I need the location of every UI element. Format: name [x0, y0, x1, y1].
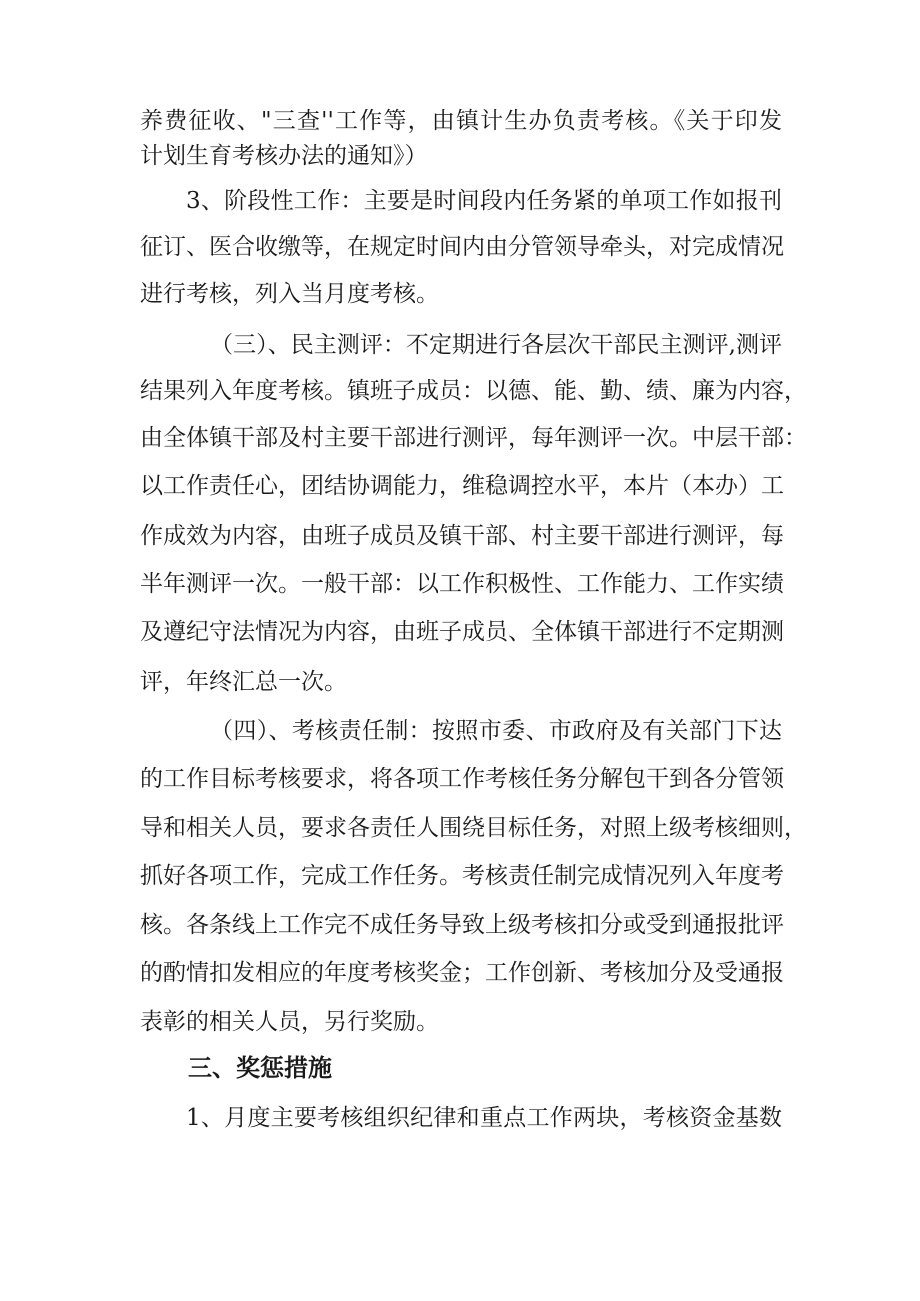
- section-3-line: 及遵纪守法情况为内容，由班子成员、全体镇干部进行不定期测: [140, 619, 784, 645]
- section-3-line: 评，年终汇总一次。: [140, 669, 347, 695]
- section-4-line: 的酌情扣发相应的年度考核奖金；工作创新、考核加分及受通报: [140, 960, 784, 986]
- section-4-line: （四）、考核责任制：按照市委、市政府及有关部门下达: [210, 718, 782, 744]
- section-heading: 三、奖惩措施: [188, 1054, 332, 1082]
- section-4-line: 抓好各项工作，完成工作任务。考核责任制完成情况列入年度考: [140, 863, 784, 889]
- section-3-line: 半年测评一次。一般干部：以工作积极性、工作能力、工作实绩: [140, 571, 784, 597]
- paragraph-line: 计划生育考核办法的通知》）: [140, 143, 428, 169]
- section-4-line: 的工作目标考核要求，将各项工作考核任务分解包干到各分管领: [140, 766, 784, 792]
- item-3-line: 征订、医合收缴等，在规定时间内由分管领导牵头，对完成情况: [140, 234, 784, 260]
- section-3-line: 作成效为内容，由班子成员及镇干部、村主要干部进行测评，每: [140, 523, 784, 549]
- section-4-line: 导和相关人员，要求各责任人围绕目标任务，对照上级考核细则，: [140, 815, 807, 841]
- paragraph-line: 养费征收、"三查''工作等，由镇计生办负责考核。《关于印发: [140, 108, 782, 134]
- section-4-line: 表彰的相关人员，另行奖励。: [140, 1009, 439, 1035]
- section-4-line: 核。各条线上工作完不成任务导致上级考核扣分或受到通报批评: [140, 912, 784, 938]
- section-3-line: 以工作责任心，团结协调能力，维稳调控水平，本片（本办）工: [140, 473, 784, 499]
- section-3-line: 结果列入年度考核。镇班子成员：以德、能、勤、绩、廉为内容，: [140, 378, 807, 404]
- item-3-line: 3、阶段性工作：主要是时间段内任务紧的单项工作如报刊: [186, 188, 782, 214]
- section-3-line: 由全体镇干部及村主要干部进行测评，每年测评一次。中层干部：: [140, 425, 807, 451]
- section-3-line: （三）、民主测评：不定期进行各层次干部民主测评,测评: [210, 332, 782, 358]
- item-1-line: 1、月度主要考核组织纪律和重点工作两块，考核资金基数: [186, 1105, 782, 1131]
- item-3-line: 进行考核，列入当月度考核。: [140, 281, 439, 307]
